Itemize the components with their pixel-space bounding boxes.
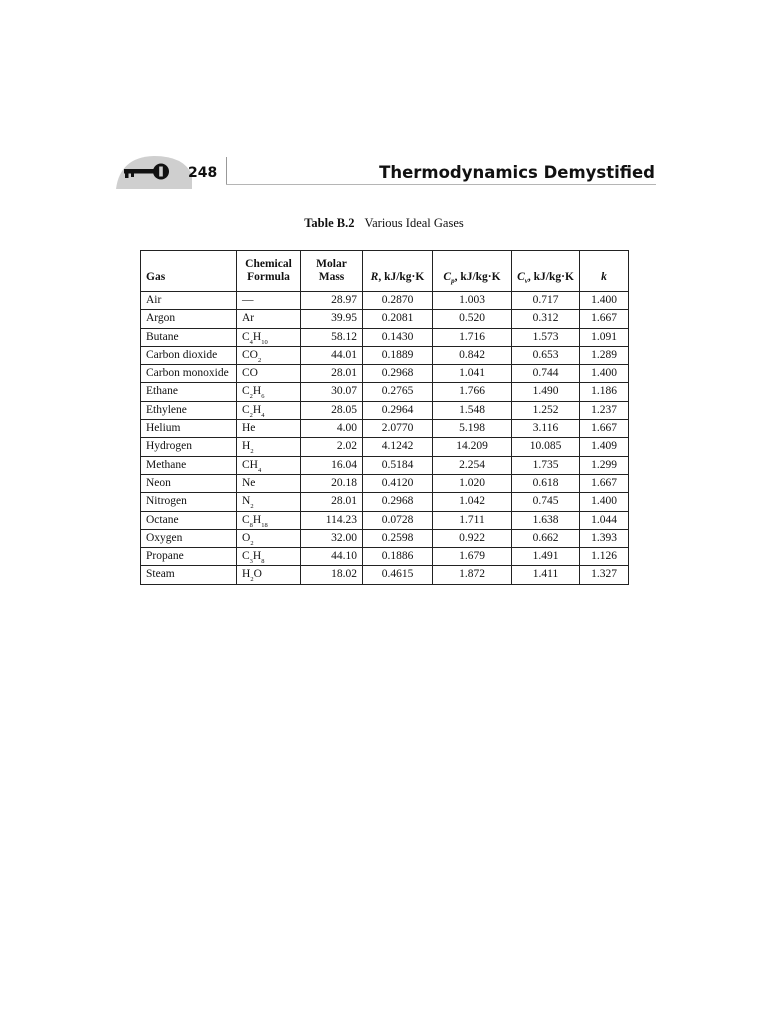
cv-cell: 0.744	[512, 365, 580, 383]
gas-name-cell: Propane	[141, 548, 237, 566]
k-cell: 1.126	[580, 548, 629, 566]
table-row	[141, 548, 629, 566]
cp-cell: 1.020	[433, 474, 512, 492]
molar-mass-cell: 2.02	[301, 438, 363, 456]
gas-name-cell: Oxygen	[141, 529, 237, 547]
r-cell: 0.2598	[363, 529, 433, 547]
header-divider	[226, 157, 227, 184]
table-row	[141, 328, 629, 346]
cv-cell: 0.662	[512, 529, 580, 547]
key-icon	[116, 155, 192, 189]
gas-name-cell: Steam	[141, 566, 237, 584]
formula-cell: $C_4H_{10}$	[237, 328, 301, 346]
ideal-gases-table	[140, 250, 629, 585]
molar-mass-cell: 18.02	[301, 566, 363, 584]
formula-cell: $CO_2$	[237, 346, 301, 364]
cp-cell: 1.679	[433, 548, 512, 566]
formula-cell: $CH_4$	[237, 456, 301, 474]
k-cell: 1.186	[580, 383, 629, 401]
k-cell: 1.044	[580, 511, 629, 529]
table-row	[141, 420, 629, 438]
table-row	[141, 365, 629, 383]
cp-cell: 0.922	[433, 529, 512, 547]
formula-cell: $C_8H_{18}$	[237, 511, 301, 529]
k-cell: 1.409	[580, 438, 629, 456]
gas-name-cell: Carbon monoxide	[141, 365, 237, 383]
table-row	[141, 310, 629, 328]
r-cell: 2.0770	[363, 420, 433, 438]
caption-label: Table B.2	[304, 216, 355, 230]
table-row	[141, 456, 629, 474]
molar-mass-cell: 44.10	[301, 548, 363, 566]
cp-cell: 0.842	[433, 346, 512, 364]
k-cell: 1.237	[580, 401, 629, 419]
k-cell: 1.400	[580, 493, 629, 511]
k-cell: 1.667	[580, 310, 629, 328]
r-cell: 0.2968	[363, 365, 433, 383]
molar-mass-cell: 28.01	[301, 365, 363, 383]
k-cell: 1.393	[580, 529, 629, 547]
cp-cell: 1.041	[433, 365, 512, 383]
table-row	[141, 529, 629, 547]
table-row	[141, 401, 629, 419]
cv-cell: 3.116	[512, 420, 580, 438]
table-header-row	[141, 251, 629, 292]
molar-mass-cell: 30.07	[301, 383, 363, 401]
r-cell: 0.2765	[363, 383, 433, 401]
formula-cell: $C_2H_6$	[237, 383, 301, 401]
cv-cell: 0.717	[512, 292, 580, 310]
cp-cell: 1.711	[433, 511, 512, 529]
cv-cell: 0.653	[512, 346, 580, 364]
gas-name-cell: Methane	[141, 456, 237, 474]
table-row	[141, 493, 629, 511]
r-cell: 0.1430	[363, 328, 433, 346]
gas-name-cell: Argon	[141, 310, 237, 328]
cv-cell: 1.638	[512, 511, 580, 529]
gas-name-cell: Octane	[141, 511, 237, 529]
gas-name-cell: Ethylene	[141, 401, 237, 419]
cv-cell: 1.411	[512, 566, 580, 584]
table-row	[141, 474, 629, 492]
header-formula: Chemical Formula	[237, 251, 301, 292]
gas-name-cell: Carbon dioxide	[141, 346, 237, 364]
formula-cell: Ar	[237, 310, 301, 328]
table-caption	[0, 216, 768, 231]
cv-cell: 1.491	[512, 548, 580, 566]
molar-mass-cell: 32.00	[301, 529, 363, 547]
cv-cell: 10.085	[512, 438, 580, 456]
r-cell: 0.2964	[363, 401, 433, 419]
cp-cell: 1.042	[433, 493, 512, 511]
header-k: k	[580, 251, 629, 292]
gas-name-cell: Hydrogen	[141, 438, 237, 456]
molar-mass-cell: 114.23	[301, 511, 363, 529]
r-cell: 0.2081	[363, 310, 433, 328]
formula-cell: CO	[237, 365, 301, 383]
gas-name-cell: Nitrogen	[141, 493, 237, 511]
k-cell: 1.667	[580, 420, 629, 438]
k-cell: 1.289	[580, 346, 629, 364]
formula-cell: $N_2$	[237, 493, 301, 511]
formula-cell: $C_2H_4$	[237, 401, 301, 419]
header-r: R, kJ/kg·K	[363, 251, 433, 292]
book-title: Thermodynamics Demystified	[379, 163, 655, 182]
cv-cell: 1.252	[512, 401, 580, 419]
molar-mass-cell: 44.01	[301, 346, 363, 364]
formula-cell: Ne	[237, 474, 301, 492]
cp-cell: 1.766	[433, 383, 512, 401]
k-cell: 1.400	[580, 365, 629, 383]
cv-cell: 0.618	[512, 474, 580, 492]
header-gas: Gas	[141, 251, 237, 292]
table-row	[141, 438, 629, 456]
gas-name-cell: Neon	[141, 474, 237, 492]
cv-cell: 1.735	[512, 456, 580, 474]
r-cell: 0.4120	[363, 474, 433, 492]
cp-cell: 1.872	[433, 566, 512, 584]
r-cell: 0.1889	[363, 346, 433, 364]
formula-cell: He	[237, 420, 301, 438]
k-cell: 1.299	[580, 456, 629, 474]
cp-cell: 2.254	[433, 456, 512, 474]
k-cell: 1.667	[580, 474, 629, 492]
table-row	[141, 511, 629, 529]
cp-cell: 0.520	[433, 310, 512, 328]
cp-cell: 5.198	[433, 420, 512, 438]
caption-text: Various Ideal Gases	[364, 216, 464, 230]
cv-cell: 0.745	[512, 493, 580, 511]
gas-name-cell: Air	[141, 292, 237, 310]
molar-mass-cell: 28.01	[301, 493, 363, 511]
r-cell: 0.2968	[363, 493, 433, 511]
table-row	[141, 566, 629, 584]
gas-name-cell: Ethane	[141, 383, 237, 401]
r-cell: 0.4615	[363, 566, 433, 584]
cv-cell: 0.312	[512, 310, 580, 328]
table-row	[141, 383, 629, 401]
page-number: 248	[188, 165, 218, 181]
cp-cell: 14.209	[433, 438, 512, 456]
molar-mass-cell: 28.05	[301, 401, 363, 419]
formula-cell: $C_3H_8$	[237, 548, 301, 566]
formula-cell: $H_2O$	[237, 566, 301, 584]
cp-cell: 1.003	[433, 292, 512, 310]
molar-mass-cell: 16.04	[301, 456, 363, 474]
molar-mass-cell: 4.00	[301, 420, 363, 438]
cp-cell: 1.548	[433, 401, 512, 419]
cv-cell: 1.573	[512, 328, 580, 346]
r-cell: 0.0728	[363, 511, 433, 529]
header-rule	[226, 184, 656, 185]
table-row	[141, 292, 629, 310]
header-molar-mass: Molar Mass	[301, 251, 363, 292]
k-cell: 1.327	[580, 566, 629, 584]
r-cell: 0.2870	[363, 292, 433, 310]
formula-cell: —	[237, 292, 301, 310]
table-body	[141, 292, 629, 585]
molar-mass-cell: 28.97	[301, 292, 363, 310]
header-cv: $C_v$, kJ/kg·K	[512, 251, 580, 292]
k-cell: 1.400	[580, 292, 629, 310]
r-cell: 0.5184	[363, 456, 433, 474]
gas-name-cell: Butane	[141, 328, 237, 346]
k-cell: 1.091	[580, 328, 629, 346]
molar-mass-cell: 20.18	[301, 474, 363, 492]
formula-cell: $H_2$	[237, 438, 301, 456]
molar-mass-cell: 39.95	[301, 310, 363, 328]
formula-cell: $O_2$	[237, 529, 301, 547]
molar-mass-cell: 58.12	[301, 328, 363, 346]
gas-name-cell: Helium	[141, 420, 237, 438]
cv-cell: 1.490	[512, 383, 580, 401]
table-row	[141, 346, 629, 364]
r-cell: 4.1242	[363, 438, 433, 456]
header-cp: $C_p$, kJ/kg·K	[433, 251, 512, 292]
cp-cell: 1.716	[433, 328, 512, 346]
r-cell: 0.1886	[363, 548, 433, 566]
